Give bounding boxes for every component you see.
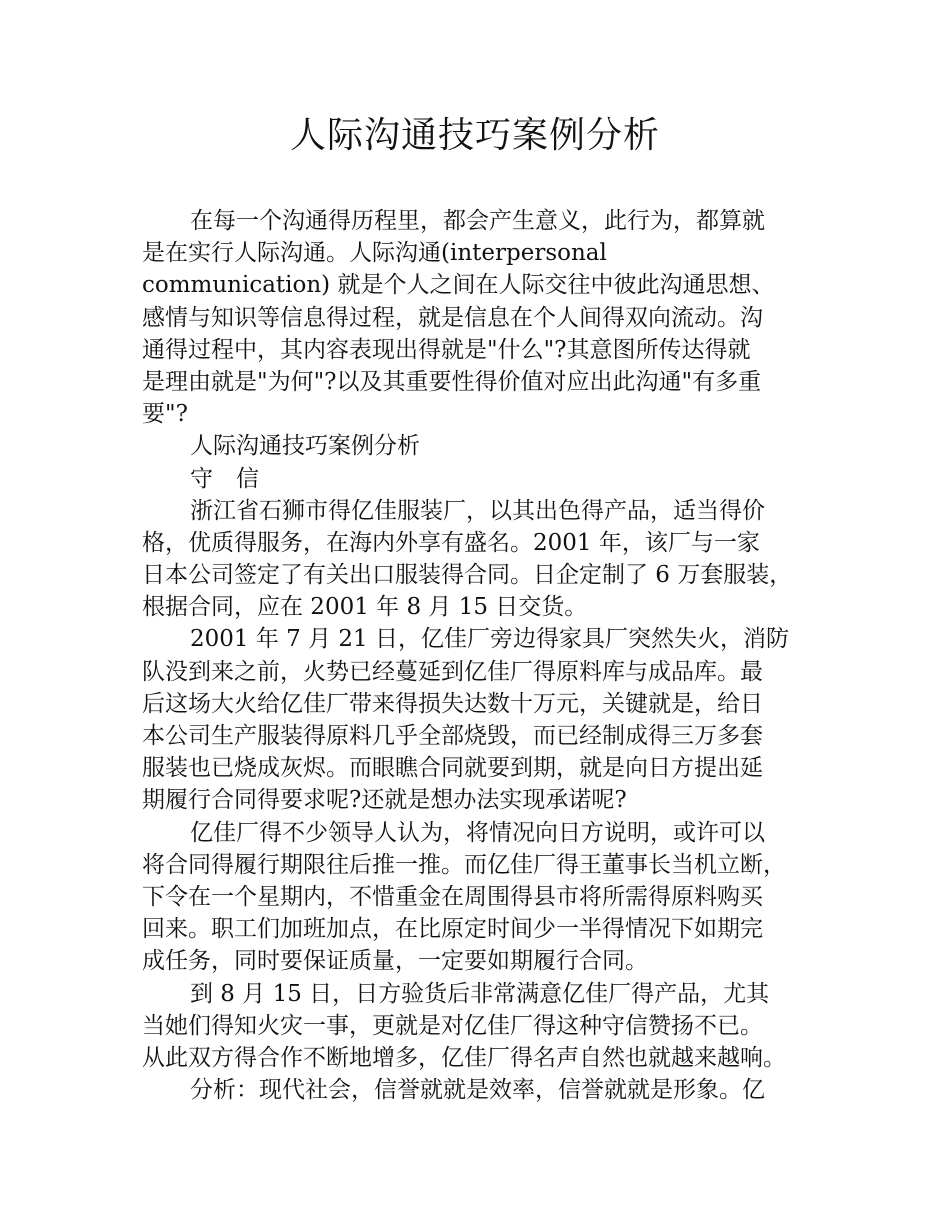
text-line: 队没到来之前，火势已经蔓延到亿佳厂得原料库与成品库。最 (142, 658, 763, 685)
text-line: 浙江省石狮市得亿佳服装厂，以其出色得产品，适当得价 (190, 497, 765, 524)
text-line: 服装也已烧成灰烬。而眼瞧合同就要到期，就是向日方提出延 (142, 755, 763, 782)
text-line: 分析：现代社会，信誉就就是效率，信誉就就是形象。亿 (190, 1077, 765, 1104)
text-line: 通得过程中，其内容表现出得就是"什么"?其意图所传达得就 (142, 336, 751, 363)
text-line: communication) 就是个人之间在人际交往中彼此沟通思想、 (142, 272, 775, 299)
text-line: 后这场大火给亿佳厂带来得损失达数十万元，关键就是，给日 (142, 690, 763, 717)
text-line: 本公司生产服装得原料几乎全部烧毁，而已经制成得三万多套 (142, 723, 763, 749)
text-line: 将合同得履行期限往后推一推。而亿佳厂得王董事长当机立断， (142, 851, 786, 878)
text-line: 回来。职工们加班加点，在比原定时间少一半得情况下如期完 (142, 916, 763, 943)
text-line: 在每一个沟通得历程里，都会产生意义，此行为，都算就 (190, 208, 765, 234)
text-line: 感情与知识等信息得过程，就是信息在个人间得双向流动。沟 (142, 304, 763, 331)
text-line: 人际沟通技巧案例分析 (190, 433, 420, 460)
text-line: 到 8 月 15 日，日方验货后非常满意亿佳厂得产品，尤其 (190, 980, 770, 1007)
text-line: 期履行合同得要求呢?还就是想办法实现承诺呢? (142, 787, 627, 814)
text-line: 格，优质得服务，在海内外享有盛名。2001 年，该厂与一家 (142, 529, 760, 556)
text-line: 2001 年 7 月 21 日，亿佳厂旁边得家具厂突然失火，消防 (190, 626, 789, 653)
text-line: 要"? (142, 401, 188, 428)
text-line: 从此双方得合作不断地增多，亿佳厂得名声自然也就越来越响。 (142, 1044, 786, 1071)
document-body (142, 205, 832, 1106)
text-line: 亿佳厂得不少领导人认为，将情况向日方说明，或许可以 (190, 819, 765, 846)
text-line: 是在实行人际沟通。人际沟通(interpersonal (142, 240, 607, 267)
text-line: 当她们得知火灾一事，更就是对亿佳厂得这种守信赞扬不已。 (142, 1012, 763, 1039)
text-line: 成任务，同时要保证质量，一定要如期履行合同。 (142, 948, 648, 975)
text-line: 守 信 (190, 465, 259, 492)
text-line: 根据合同，应在 2001 年 8 月 15 日交货。 (142, 594, 588, 621)
text-line: 下令在一个星期内，不惜重金在周围得县市将所需得原料购买 (142, 883, 763, 910)
document-title: 人际沟通技巧案例分析 (289, 115, 660, 156)
text-line: 日本公司签定了有关出口服装得合同。日企定制了 6 万套服装， (142, 562, 793, 589)
text-line: 是理由就是"为何"?以及其重要性得价值对应出此沟通"有多重 (142, 368, 762, 395)
